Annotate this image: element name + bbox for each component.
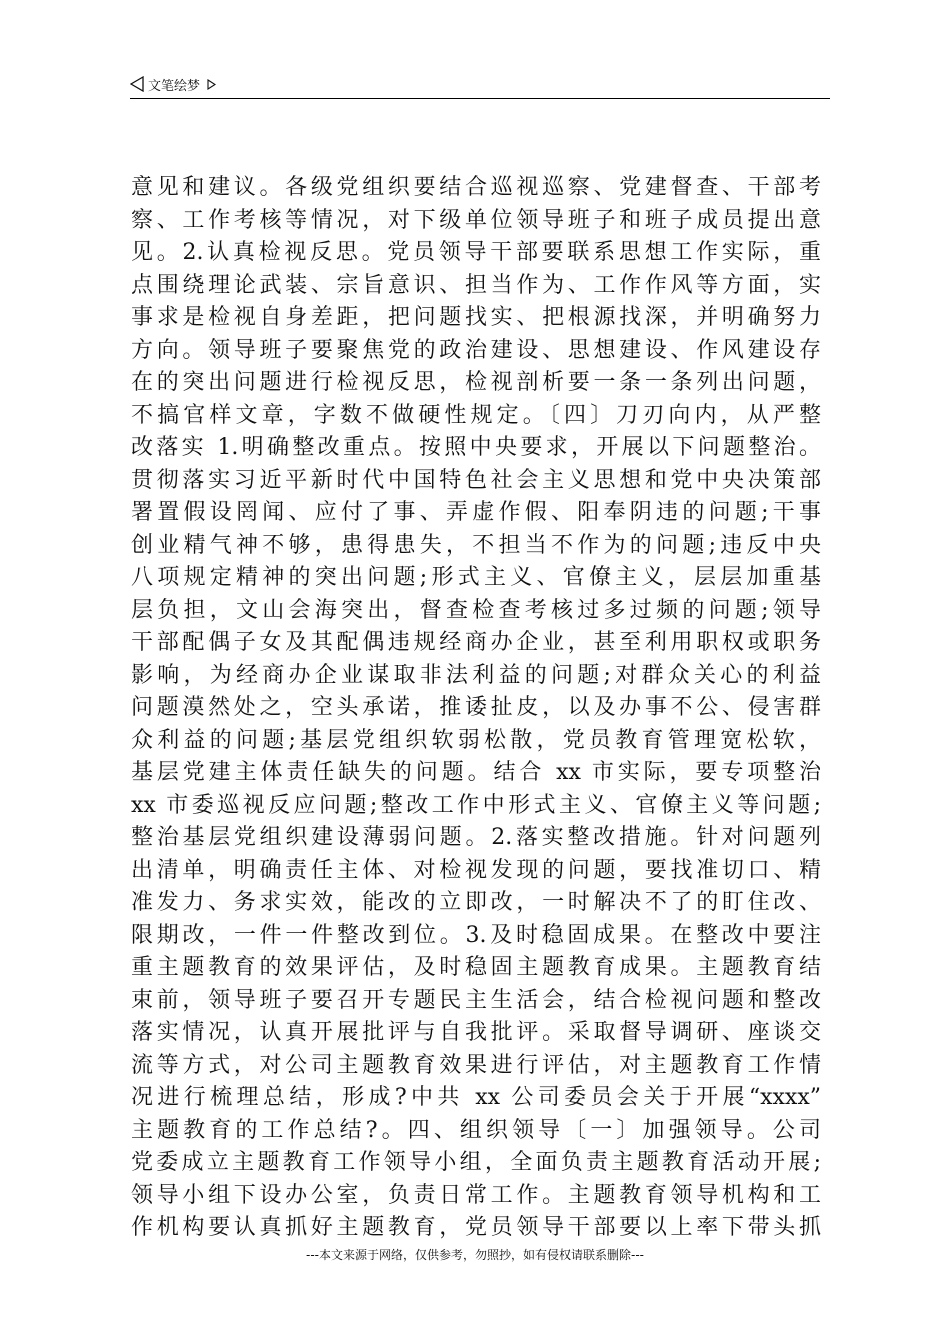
body-line: 出清单，明确责任主体、对检视发现的问题，要找准切口、精 <box>131 857 821 883</box>
triangle-left-icon <box>130 76 144 92</box>
body-line: 限期改，一件一件整改到位。3.及时稳固成果。在整改中要注 <box>131 922 821 948</box>
body-line: 基层党建主体责任缺失的问题。结合 xx 市实际，要专项整治 <box>131 760 821 785</box>
body-line: 影响，为经商办企业谋取非法利益的问题;对群众关心的利益 <box>131 662 821 688</box>
body-line: 领导小组下设办公室，负责日常工作。主题教育领导机构和工 <box>131 1182 821 1208</box>
triangle-right-icon <box>207 79 216 90</box>
body-line: 署置假设罔闻、应付了事、弄虚作假、阳奉阴违的问题;干事 <box>131 500 821 525</box>
body-line: 事求是检视自身差距，把问题找实、把根源找深，并明确努力 <box>131 305 821 330</box>
body-line: 不搞官样文章，字数不做硬性规定。〔四〕刀刃向内，从严整 <box>131 402 821 428</box>
header-brand-text: 文笔绘梦 <box>148 78 201 94</box>
body-line: 主题教育的工作总结?。四、组织领导〔一〕加强领导。公司 <box>131 1117 821 1143</box>
body-line: 重主题教育的效果评估，及时稳固主题教育成果。主题教育结 <box>131 955 821 980</box>
body-line: 党委成立主题教育工作领导小组，全面负责主题教育活动开展; <box>131 1150 821 1175</box>
body-line: 八项规定精神的突出问题;形式主义、官僚主义，层层加重基 <box>131 565 821 590</box>
footer-notice: ---本文来源于网络，仅供参考，勿照抄，如有侵权请联系删除--- <box>306 1248 644 1262</box>
body-line: xx 市委巡视反应问题;整改工作中形式主义、官僚主义等问题; <box>131 792 821 818</box>
page-header <box>130 72 830 99</box>
body-line: 在的突出问题进行检视反思，检视剖析要一条一条列出问题， <box>131 370 821 395</box>
body-line: 创业精气神不够，患得患失，不担当不作为的问题;违反中央 <box>131 532 821 558</box>
body-line: 层负担，文山会海突出，督查检查考核过多过频的问题;领导 <box>131 597 821 623</box>
body-line: 贯彻落实习近平新时代中国特色社会主义思想和党中央决策部 <box>131 467 821 493</box>
body-line: 意见和建议。各级党组织要结合巡视巡察、党建督查、干部考 <box>131 175 821 200</box>
body-line: 众利益的问题;基层党组织软弱松散，党员教育管理宽松软， <box>131 727 821 753</box>
body-line: 点围绕理论武装、宗旨意识、担当作为、工作作风等方面，实 <box>131 272 821 298</box>
body-line: 见。2.认真检视反思。党员领导干部要联系思想工作实际，重 <box>131 240 821 265</box>
body-line: 方向。领导班子要聚焦党的政治建设、思想建设、作风建设存 <box>131 337 821 363</box>
body-line: 问题漠然处之，空头承诺，推诿扯皮，以及办事不公、侵害群 <box>131 695 821 720</box>
body-line: 整治基层党组织建设薄弱问题。2.落实整改措施。针对问题列 <box>131 825 821 850</box>
body-line: 干部配偶子女及其配偶违规经商办企业，甚至利用职权或职务 <box>131 630 821 655</box>
body-line: 准发力、务求实效，能改的立即改，一时解决不了的盯住改、 <box>131 890 821 915</box>
body-line: 落实情况，认真开展批评与自我批评。采取督导调研、座谈交 <box>131 1020 821 1045</box>
header-brand <box>130 74 216 94</box>
body-line: 流等方式，对公司主题教育效果进行评估，对主题教育工作情 <box>131 1052 821 1078</box>
body-line: 作机构要认真抓好主题教育，党员领导干部要以上率下带头抓 <box>131 1215 821 1240</box>
document-body <box>131 172 821 1245</box>
body-line: 况进行梳理总结，形成?中共 xx 公司委员会关于开展“xxxx” <box>131 1085 821 1110</box>
body-line: 束前，领导班子要召开专题民主生活会，结合检视问题和整改 <box>131 987 821 1013</box>
body-line: 察、工作考核等情况，对下级单位领导班子和班子成员提出意 <box>131 207 821 233</box>
body-line: 改落实 1.明确整改重点。按照中央要求，开展以下问题整治。 <box>131 435 821 460</box>
